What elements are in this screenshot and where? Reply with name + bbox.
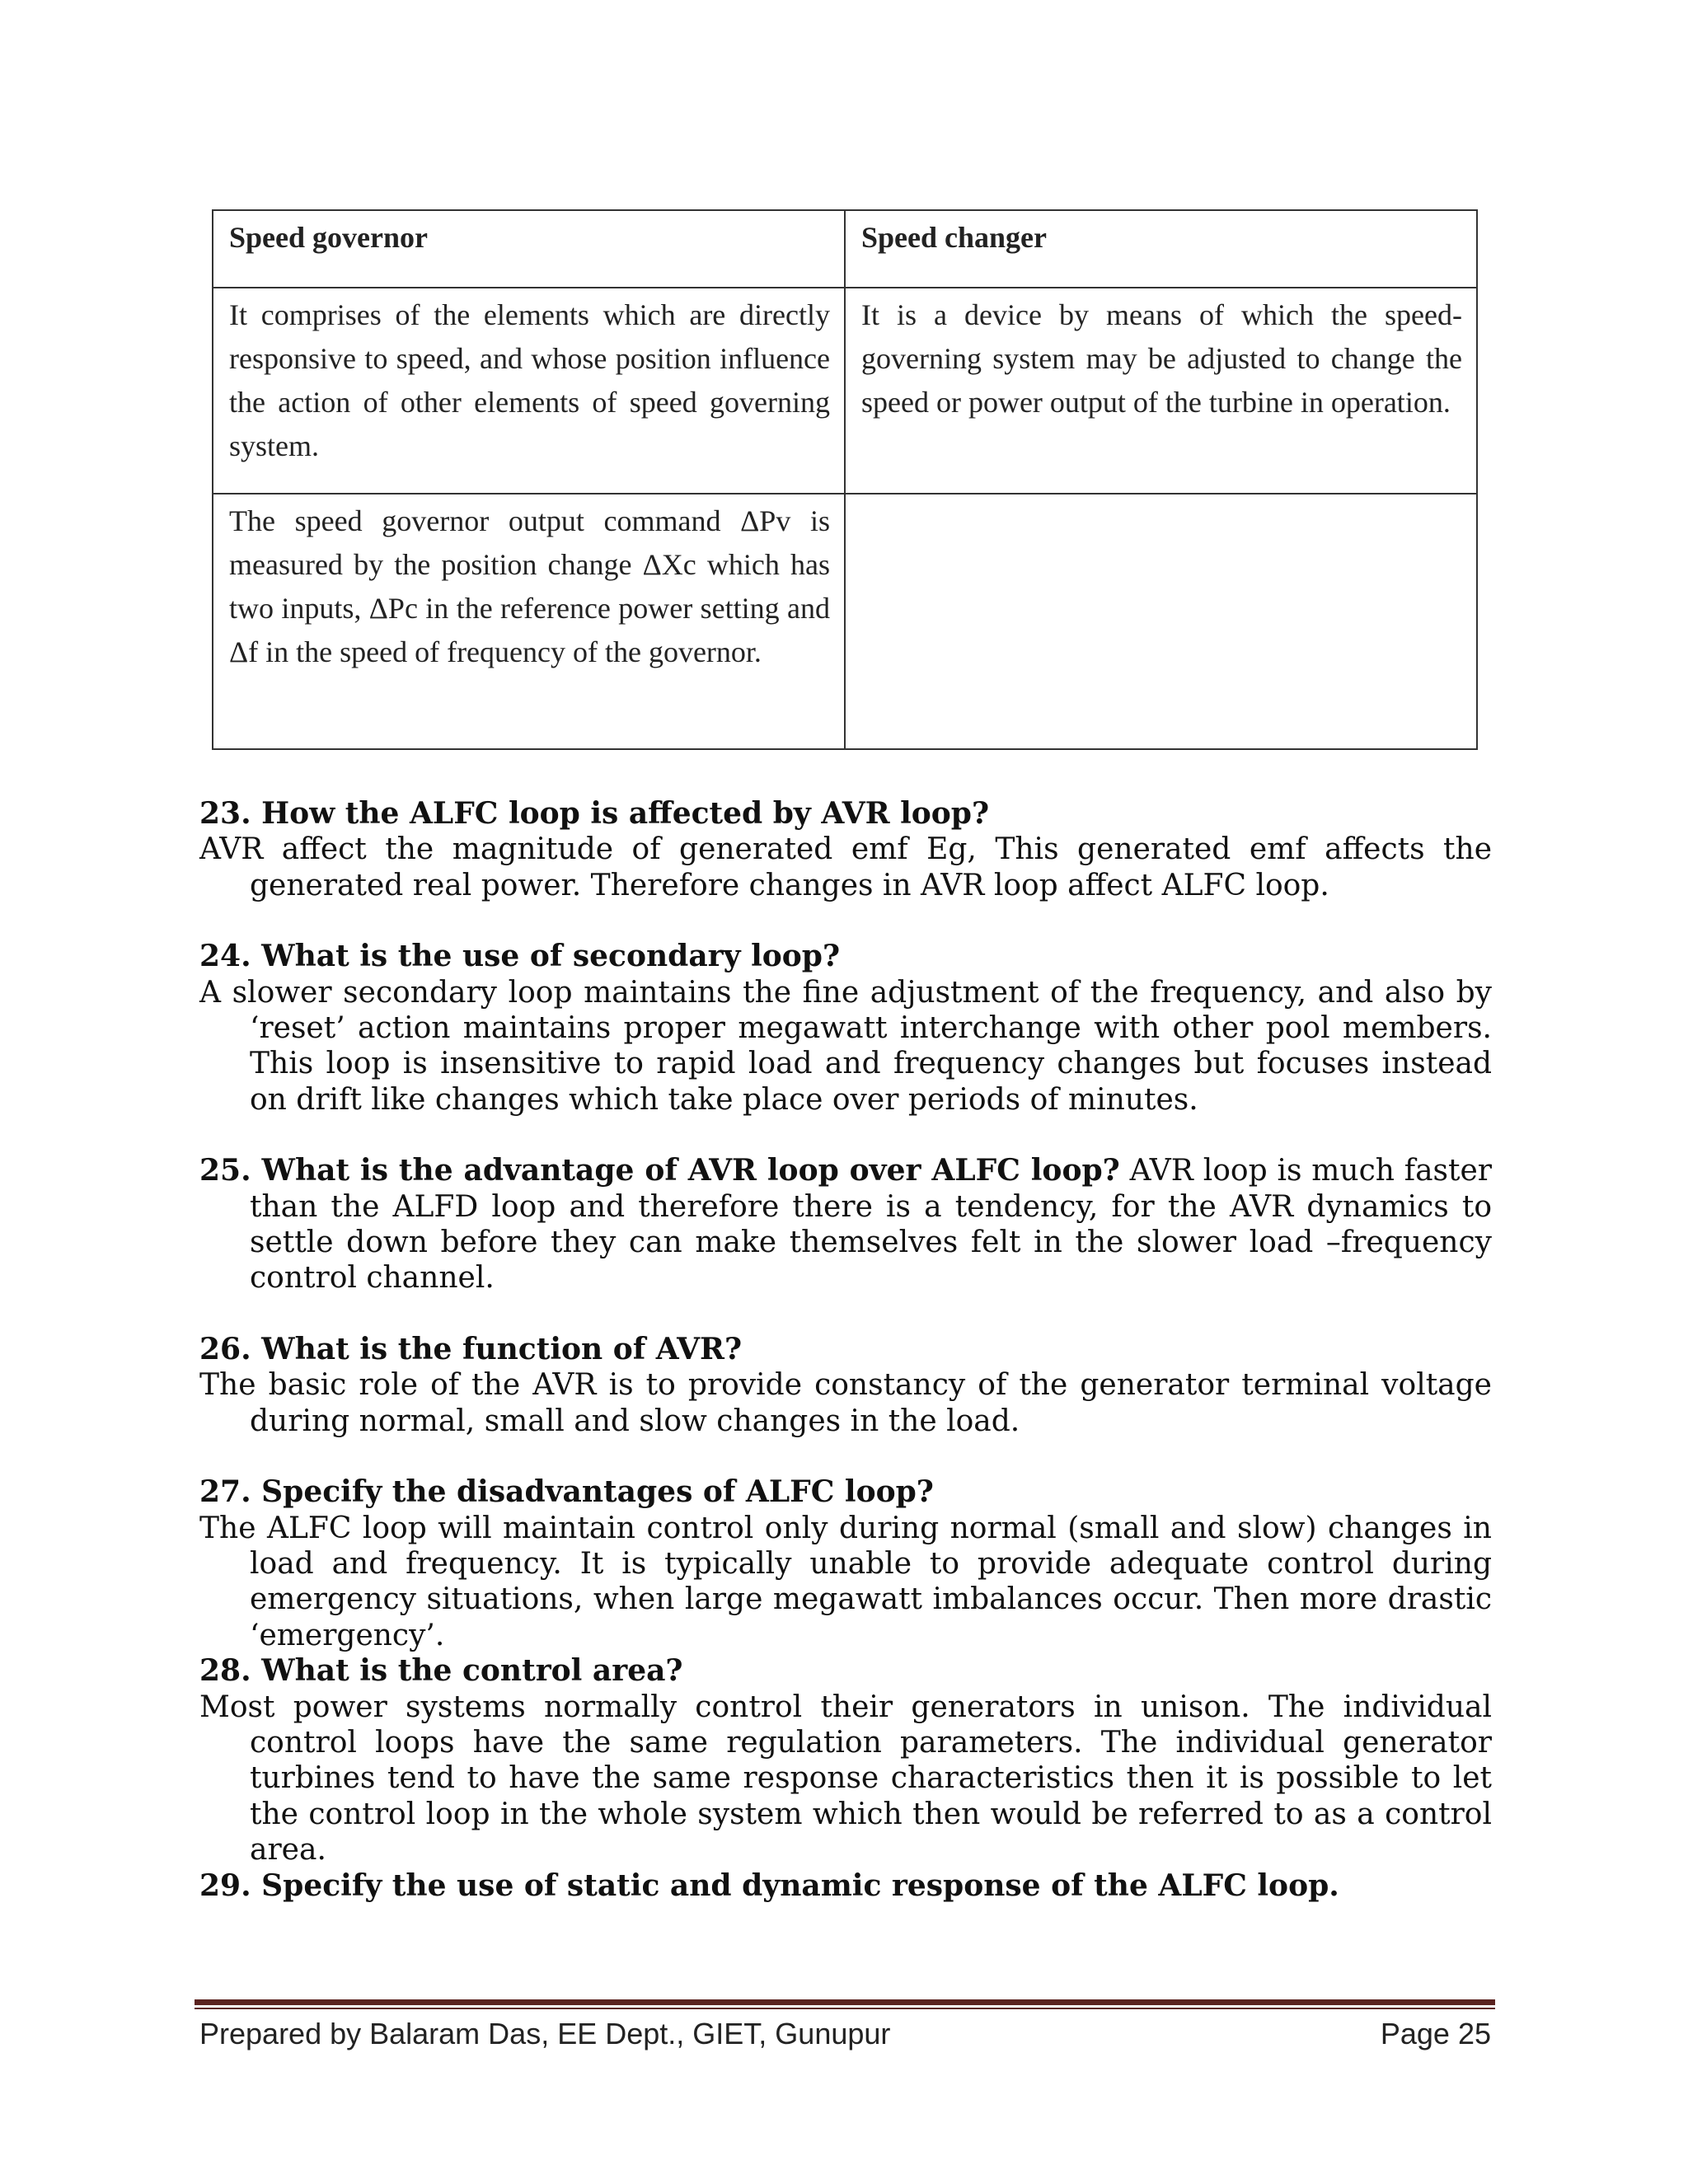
answer-text: AVR loop is much faster than the ALFD loop and therefore there is a tendency, for the AVR dynamics to settle down before they can make themselves felt in the slower load –frequency control channel.: [250, 1154, 1493, 1296]
footer-divider: [195, 1999, 1495, 2005]
table-cell: It is a device by means of which the speed-governing system may be adjusted to change the speed or power output of the turbine in operation.: [845, 288, 1477, 494]
question-heading: 29. Specify the use of static and dynamic response of the ALFC loop.: [199, 1868, 1339, 1903]
qa-section: [199, 796, 1492, 1904]
comparison-table: [212, 209, 1478, 750]
table-header-row: [213, 210, 1477, 288]
answer-text: A slower secondary loop maintains the fine adjustment of the frequency, and also by ‘reset’ action maintains proper megawatt interchange with other pool members. This loop is insensitive to rapid load and frequency changes but focuses instead on drift like changes which take place over periods of minutes.: [199, 975, 1492, 1117]
question-with-inline-answer: [199, 1153, 1492, 1296]
table-header-cell: Speed changer: [845, 210, 1477, 288]
answer-text: Most power systems normally control their generators in unison. The individual control loops have the same regulation parameters. The individual generator turbines tend to have the same response characteristics then it is possible to let the control loop in the whole system which then would be referred to as a control area.: [199, 1690, 1492, 1868]
footer-credit: Prepared by Balaram Das, EE Dept., GIET, Gunupur: [199, 2017, 891, 2050]
question-heading: 26. What is the function of AVR?: [199, 1331, 743, 1366]
table-cell: The speed governor output command ΔPv is measured by the position change ΔXc which has two inputs, ΔPc in the reference power setting and Δf in the speed of frequency of the governor.: [213, 494, 845, 749]
table-cell: It comprises of the elements which are directly responsive to speed, and whose position influence the action of other elements of speed governing system.: [213, 288, 845, 494]
question-heading: 25. What is the advantage of AVR loop over ALFC loop?: [199, 1153, 1120, 1188]
answer-text: The basic role of the AVR is to provide constancy of the generator terminal voltage during normal, small and slow changes in the load.: [199, 1368, 1492, 1438]
footer-divider-thin: [195, 2008, 1495, 2009]
table-row: [213, 288, 1477, 494]
page-number: Page 25: [1380, 2017, 1491, 2050]
question-heading: 24. What is the use of secondary loop?: [199, 939, 841, 974]
question-heading: 28. What is the control area?: [199, 1653, 683, 1689]
answer-text: The ALFC loop will maintain control only during normal (small and slow) changes in load and frequency. It is typically unable to provide adequate control during emergency situations, when large megawatt imbalances occur. Then more drastic ‘emergency’.: [199, 1511, 1492, 1652]
table-header-cell: Speed governor: [213, 210, 845, 288]
table-cell-empty: [845, 494, 1477, 749]
question-heading: 23. How the ALFC loop is affected by AVR loop?: [199, 796, 990, 831]
table-row: [213, 494, 1477, 749]
answer-text: AVR affect the magnitude of generated emf Eg, This generated emf affects the generated real power. Therefore changes in AVR loop affect ALFC loop.: [199, 832, 1492, 902]
question-heading: 27. Specify the disadvantages of ALFC loop?: [199, 1474, 934, 1510]
